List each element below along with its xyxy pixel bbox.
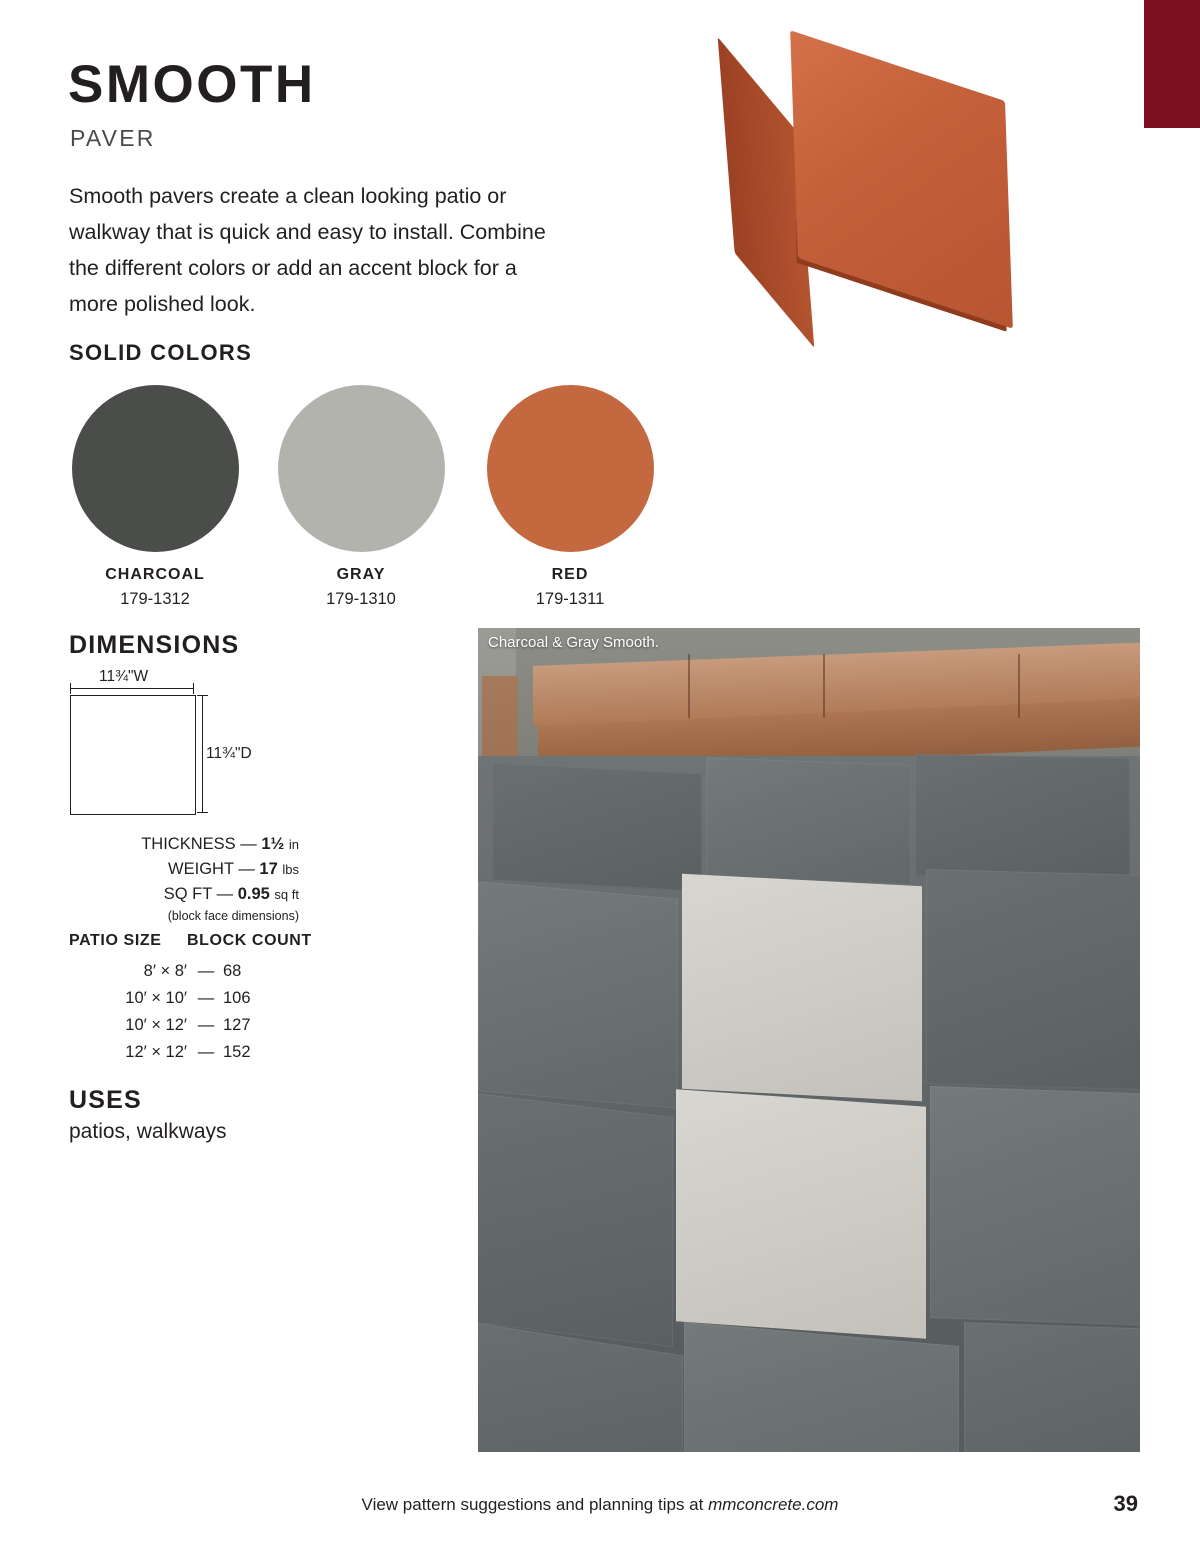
dimension-depth-label: 11¾"D — [206, 745, 252, 762]
dimension-depth-tick-top — [197, 695, 208, 696]
spec-row-weight — [69, 857, 299, 882]
dimension-depth-line — [202, 695, 203, 813]
photo-paver-slab-light — [676, 1089, 926, 1338]
swatch-name: GRAY — [336, 566, 386, 583]
swatch-sku: 179-1311 — [535, 590, 605, 608]
footer-text: View pattern suggestions and planning tips at — [361, 1495, 709, 1514]
spec-unit: sq ft — [274, 887, 299, 902]
solid-colors-swatches — [69, 385, 669, 608]
dimension-width-line — [70, 688, 194, 689]
cell-patio-size: 8′ × 8′ — [143, 962, 187, 980]
cell-block-count: 106 — [223, 989, 251, 1007]
cell-patio-size: 10′ × 10′ — [125, 989, 187, 1007]
cell-block-count: 152 — [223, 1043, 251, 1061]
product-image — [720, 55, 1050, 345]
spec-dash: — — [216, 885, 234, 903]
spec-label: SQ FT — [163, 885, 213, 903]
spec-value: 1½ — [261, 835, 285, 853]
corner-tab — [1144, 0, 1200, 128]
table-row — [69, 1012, 319, 1039]
swatch-sku: 179-1310 — [326, 590, 396, 608]
photo-paver-slab — [492, 762, 702, 891]
photo-paver-slab-light — [682, 874, 922, 1102]
photo-paver-floor — [478, 756, 1140, 1452]
cell-patio-size: 12′ × 12′ — [125, 1043, 187, 1061]
spec-dash: — — [238, 860, 255, 878]
swatch-sku: 179-1312 — [120, 590, 190, 608]
spec-value: 17 — [259, 860, 278, 878]
spec-value: 0.95 — [237, 885, 270, 903]
column-header-block-count: BLOCK COUNT — [187, 932, 312, 949]
photo-wall-joint — [1018, 654, 1020, 718]
swatch-circle — [487, 385, 654, 552]
table-row — [69, 958, 319, 985]
swatch-circle — [278, 385, 445, 552]
photo-paver-slab — [915, 754, 1130, 880]
spec-row-thickness — [69, 832, 299, 857]
uses-text: patios, walkways — [69, 1120, 227, 1143]
cell-dash: — — [197, 962, 215, 980]
footer-website-link[interactable]: mmconcrete.com — [708, 1495, 839, 1514]
spec-row-sqft — [69, 882, 299, 907]
swatch-charcoal — [69, 385, 241, 609]
cell-dash: — — [197, 989, 215, 1007]
dimension-width-tick-right — [193, 683, 194, 694]
intro-paragraph: Smooth pavers create a clean looking patio or walkway that is quick and easy to install. Combine the different colors or add an accent block for a more polished look. — [69, 184, 546, 316]
spec-label: THICKNESS — [141, 835, 236, 853]
photo-paver-slab — [478, 1091, 673, 1347]
swatch-gray — [275, 385, 447, 609]
column-header-patio-size: PATIO SIZE — [69, 932, 162, 949]
photo-paver-slab — [964, 1322, 1140, 1452]
cell-dash: — — [197, 1016, 215, 1034]
swatch-circle — [72, 385, 239, 552]
table-row — [69, 985, 319, 1012]
spec-list — [69, 832, 299, 925]
photo-caption: Charcoal & Gray Smooth. — [488, 634, 659, 651]
spec-unit: lbs — [282, 862, 299, 877]
photo-paver-slab — [684, 1322, 959, 1452]
application-photo — [478, 628, 1140, 1452]
cell-dash: — — [197, 1043, 215, 1061]
dimension-width-label: 11¾"W — [99, 668, 149, 685]
cell-block-count: 68 — [223, 962, 242, 980]
footer — [0, 1495, 1200, 1515]
cell-patio-size: 10′ × 12′ — [125, 1016, 187, 1034]
uses-heading: USES — [69, 1086, 142, 1114]
spec-label: WEIGHT — [168, 860, 234, 878]
page-subtitle: PAVER — [70, 125, 156, 151]
page-title: SMOOTH — [68, 55, 316, 114]
table-row — [69, 1039, 319, 1066]
table-header-row — [69, 932, 319, 950]
dimension-width-tick-left — [70, 683, 71, 694]
photo-paver-slab — [930, 1086, 1140, 1326]
photo-paver-slab — [478, 881, 678, 1108]
product-image-face — [790, 30, 1013, 328]
swatch-name: RED — [551, 566, 589, 583]
photo-paver-slab — [706, 757, 911, 884]
spec-unit: in — [288, 837, 299, 852]
photo-wall-joint — [823, 654, 825, 718]
dimension-diagram-box — [70, 695, 196, 815]
page-number: 39 — [1113, 1491, 1138, 1516]
spec-dash: — — [240, 835, 257, 853]
photo-paver-slab — [926, 869, 1140, 1090]
patio-size-table — [69, 932, 319, 1066]
spec-note: (block face dimensions) — [167, 909, 299, 923]
photo-wall-joint — [688, 654, 690, 718]
dimensions-heading: DIMENSIONS — [69, 631, 240, 659]
solid-colors-heading: SOLID COLORS — [69, 340, 253, 365]
cell-block-count: 127 — [223, 1016, 251, 1034]
dimension-depth-tick-bottom — [197, 812, 208, 813]
swatch-name: CHARCOAL — [105, 566, 205, 583]
swatch-red — [484, 385, 656, 609]
